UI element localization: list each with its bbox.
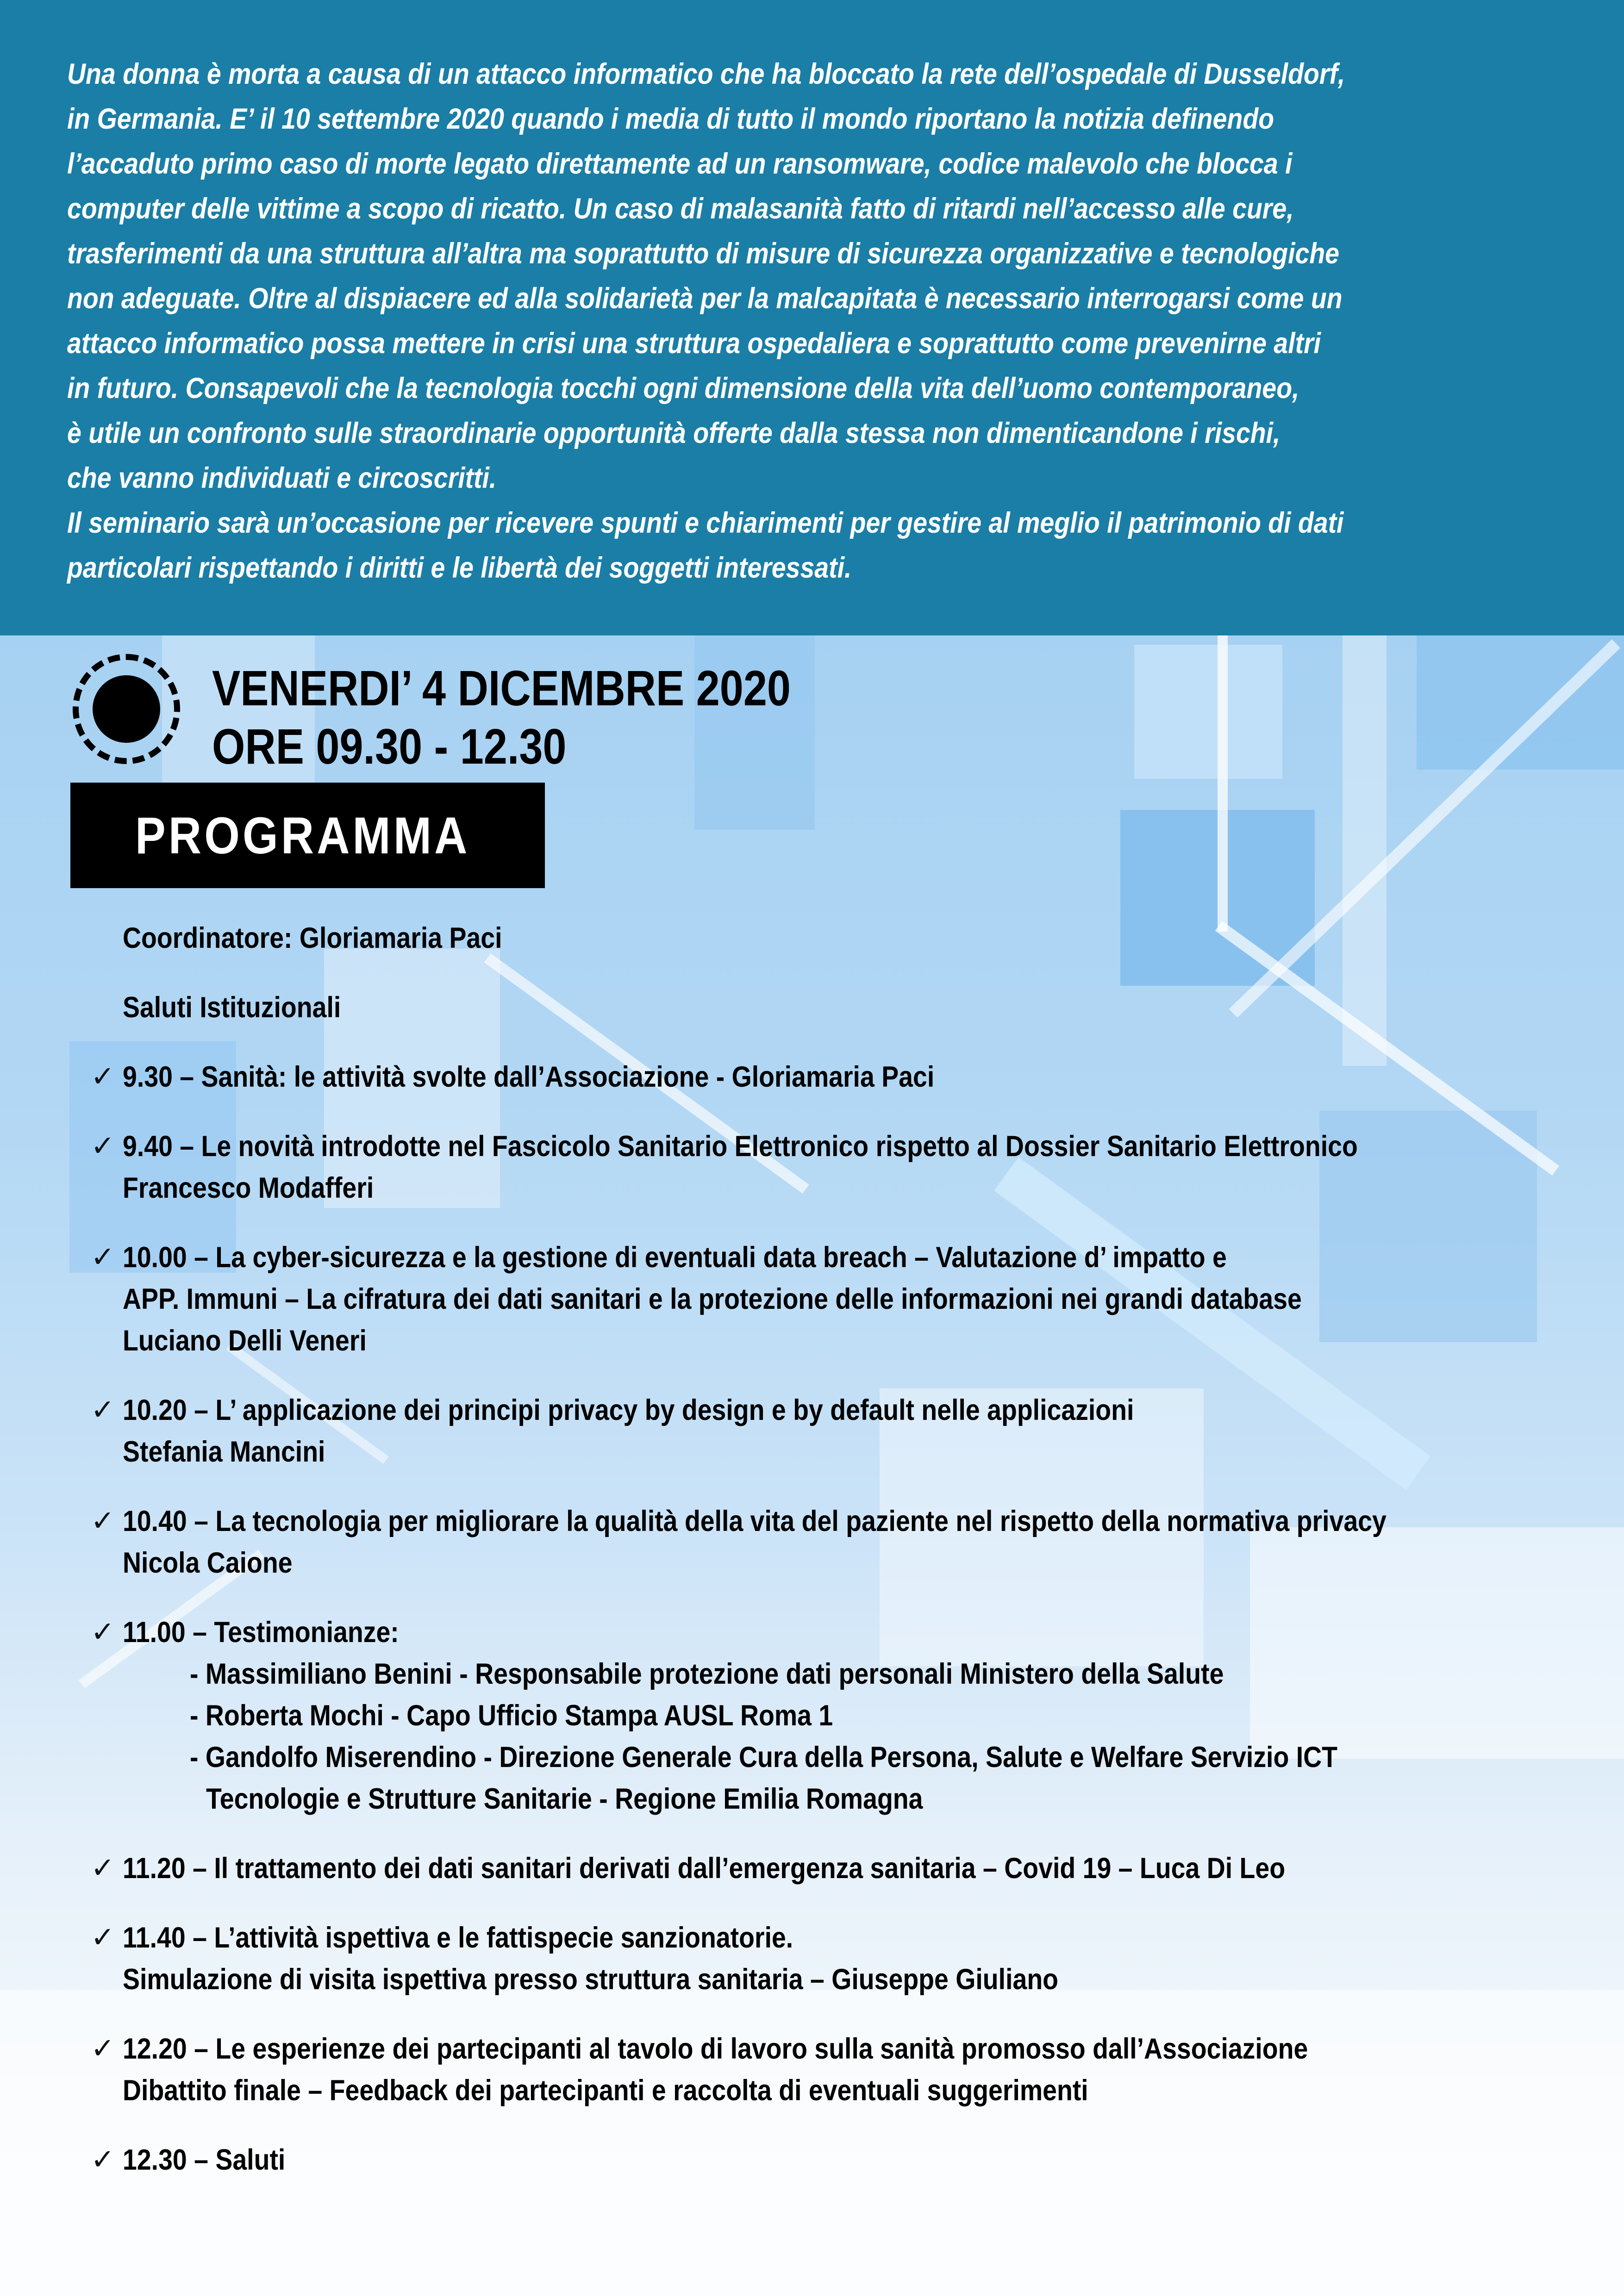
program-item-line: 12.20 – Le esperienze dei partecipanti al tavolo di lavoro sulla sanità promosso dall’Associazione: [123, 2033, 1308, 2065]
program-coordinator-row: [91, 917, 1586, 959]
program-item-line: Luciano Delli Veneri: [123, 1325, 367, 1357]
program-title: PROGRAMMA: [135, 806, 470, 865]
event-time: ORE 09.30 - 12.30: [212, 718, 567, 774]
clock-icon-dot: [93, 675, 160, 743]
check-icon: ✓: [91, 1241, 115, 1273]
program-item-subline: - Gandolfo Miserendino - Direzione Generale Cura della Persona, Salute e Welfare Servizio ICT: [190, 1741, 1338, 1773]
intro-line: l’accaduto primo caso di morte legato direttamente ad un ransomware, codice malevolo che blocca i: [67, 148, 1293, 180]
clock-icon: [73, 654, 180, 764]
check-icon: ✓: [91, 1616, 115, 1648]
bg-vertical-line: [1218, 635, 1228, 932]
intro-line: in futuro. Consapevoli che la tecnologia tocchi ogni dimensione della vita dell’uomo contemporaneo,: [67, 372, 1299, 404]
event-date-block: [212, 659, 893, 776]
program-item-line: 11.20 – Il trattamento dei dati sanitari derivati dall’emergenza sanitaria – Covid 19 – Luca Di Leo: [123, 1852, 1286, 1885]
program-item: [91, 2028, 1586, 2111]
intro-line: trasferimenti da una struttura all’altra ma soprattutto di misure di sicurezza organizzative e tecnologiche: [67, 237, 1340, 270]
program-item-line: 11.00 – Testimonianze:: [123, 1616, 399, 1649]
check-icon: ✓: [91, 2144, 115, 2176]
program-item: [91, 1848, 1586, 1889]
bg-block: [1417, 635, 1624, 770]
program-item: [91, 2139, 1586, 2181]
check-icon: ✓: [91, 1922, 115, 1954]
program-item: [91, 1500, 1586, 1584]
check-icon: ✓: [91, 1394, 115, 1426]
program-item-line: 9.40 – Le novità introdotte nel Fascicolo Sanitario Elettronico rispetto al Dossier Sanitario Elettronico: [123, 1130, 1358, 1163]
intro-line: particolari rispettando i diritti e le libertà dei soggetti interessati.: [67, 552, 852, 584]
intro-line: Il seminario sarà un’occasione per ricevere spunti e chiarimenti per gestire al meglio il patrimonio di dati: [67, 507, 1344, 539]
intro-line: è utile un confronto sulle straordinarie opportunità offerte dalla stessa non dimenticandone i rischi,: [67, 417, 1280, 449]
program-item: [91, 1237, 1586, 1362]
program-item: [91, 1126, 1586, 1209]
check-icon: ✓: [91, 1061, 115, 1093]
program-item-line: APP. Immuni – La cifratura dei dati sanitari e la protezione delle informazioni nei grandi database: [123, 1283, 1302, 1315]
intro-line: non adeguate. Oltre al dispiacere ed alla solidarietà per la malcapitata è necessario interrogarsi come un: [67, 282, 1343, 315]
program-item-line: 11.40 – L’attività ispettiva e le fattispecie sanzionatorie.: [123, 1922, 793, 1954]
check-icon: ✓: [91, 2033, 115, 2065]
bg-block: [1134, 645, 1282, 779]
check-icon: ✓: [91, 1130, 115, 1162]
intro-line: in Germania. E’ il 10 settembre 2020 quando i media di tutto il mondo riportano la notizia definendo: [67, 103, 1274, 135]
program-title-box: [70, 783, 545, 888]
program-item-line: Stefania Mancini: [123, 1436, 325, 1468]
program-item-subline: - Roberta Mochi - Capo Ufficio Stampa AUSL Roma 1: [190, 1699, 833, 1732]
intro-line: che vanno individuati e circoscritti.: [67, 462, 497, 494]
program-item-line: 10.20 – L’ applicazione dei principi privacy by design e by default nelle applicazioni: [123, 1394, 1134, 1426]
greetings-label: Saluti Istituzionali: [123, 991, 341, 1024]
program-item-line: Francesco Modafferi: [123, 1172, 374, 1204]
program-greetings-row: [91, 987, 1586, 1028]
program-item-line: 10.40 – La tecnologia per migliorare la qualità della vita del paziente nel rispetto della normativa privacy: [123, 1505, 1387, 1537]
event-date: VENERDI’ 4 DICEMBRE 2020: [212, 660, 791, 716]
program-item: [91, 1917, 1586, 2000]
program-item-line: 12.30 – Saluti: [123, 2144, 286, 2176]
program-item-subline: - Massimiliano Benini - Responsabile protezione dati personali Ministero della Salute: [190, 1658, 1224, 1690]
program-item-line: 10.00 – La cyber-sicurezza e la gestione di eventuali data breach – Valutazione d’ impatto e: [123, 1241, 1227, 1274]
check-spacer: [91, 917, 123, 959]
intro-line: attacco informatico possa mettere in crisi una struttura ospedaliera e soprattutto come prevenirne altri: [67, 327, 1321, 360]
program-item-line: 9.30 – Sanità: le attività svolte dall’Associazione - Gloriamaria Paci: [123, 1061, 935, 1093]
intro-line: computer delle vittime a scopo di ricatto. Un caso di malasanità fatto di ritardi nell’accesso alle cure,: [67, 193, 1294, 225]
intro-line: Una donna è morta a causa di un attacco informatico che ha bloccato la rete dell’ospedale di Dusseldorf,: [67, 58, 1345, 90]
intro-paragraph: [67, 52, 1572, 591]
program-item-subline: Tecnologie e Strutture Sanitarie - Regione Emilia Romagna: [206, 1783, 923, 1815]
check-icon: ✓: [91, 1505, 115, 1537]
check-icon: ✓: [91, 1852, 115, 1884]
program-item: [91, 1056, 1586, 1098]
check-spacer: [91, 987, 123, 1028]
program-item-line: Dibattito finale – Feedback dei partecipanti e raccolta di eventuali suggerimenti: [123, 2074, 1088, 2107]
coordinator-label: Coordinatore: Gloriamaria Paci: [123, 922, 502, 954]
program-item: [91, 1612, 1586, 1820]
program-item: [91, 1389, 1586, 1473]
program-item-line: Simulazione di visita ispettiva presso struttura sanitaria – Giuseppe Giuliano: [123, 1963, 1059, 1996]
program-item-line: Nicola Caione: [123, 1547, 293, 1579]
program-list: [91, 917, 1586, 2209]
